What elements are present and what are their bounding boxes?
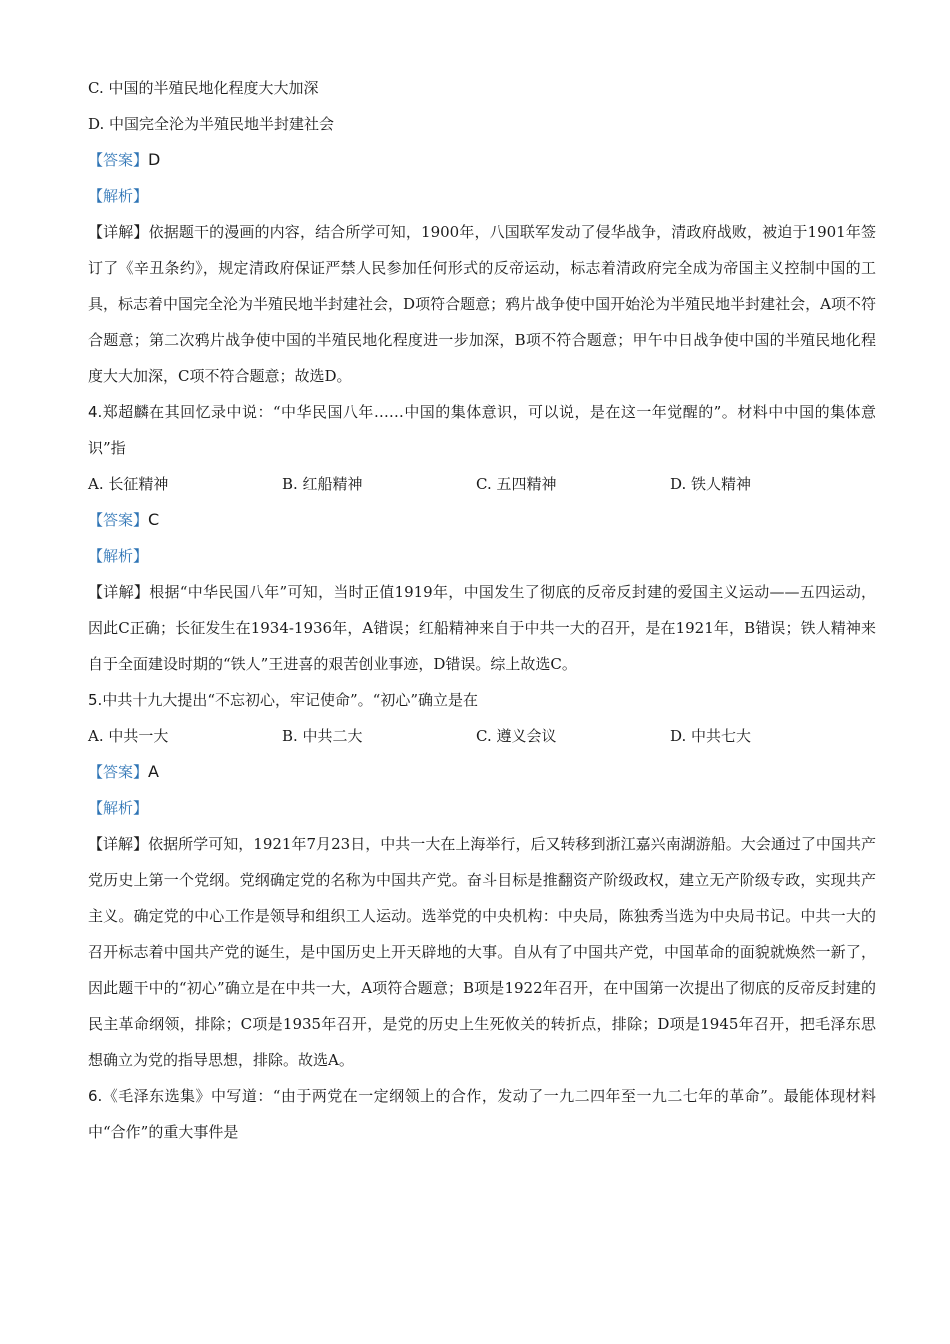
question-number: 5. [88, 691, 103, 709]
detail-text: 依据题干的漫画的内容，结合所学可知，1900年，八国联军发动了侵华战争，清政府战败，被迫于1901年签订了《辛丑条约》，规定清政府保证严禁人民参加任何形式的反帝运动，标志着清政府完全成为帝国主义控制中国的工具，标志着中国完全沦为半殖民地半封建社会，D项符合题意；鸦片战争使中国开始沦为半殖民地半封建社会，A项不符合题意；第二次鸦片战争使中国的半殖民地化程度进一步加深，B项不符合题意；甲午中日战争使中国的半殖民地化程度大大加深，C项不符合题意；故选D。 [88, 223, 876, 385]
document-page [88, 70, 876, 1150]
detail-tag: 【详解】 [88, 223, 149, 241]
question-number: 4. [88, 403, 103, 421]
q4-detail [88, 574, 876, 682]
detail-tag: 【详解】 [88, 583, 150, 601]
answer-tag: 【答案】 [88, 511, 149, 529]
answer-value: C [148, 510, 160, 529]
q4-answer-line [88, 502, 876, 538]
q3-option-d: D. 中国完全沦为半殖民地半封建社会 [88, 115, 335, 133]
q4-stem [88, 394, 876, 466]
analysis-tag: 【解析】 [88, 187, 149, 205]
q5-stem [88, 682, 876, 718]
q3-option-c: C. 中国的半殖民地化程度大大加深 [88, 79, 319, 97]
q5-analysis-line [88, 790, 876, 826]
q3-analysis-line [88, 178, 876, 214]
question-stem: 郑超麟在其回忆录中说：“中华民国八年……中国的集体意识，可以说，是在这一年觉醒的”。材料中中国的集体意识”指 [88, 403, 876, 457]
answer-value: A [148, 762, 159, 781]
q5-detail [88, 826, 876, 1078]
q6-stem [88, 1078, 876, 1150]
q5-option-b: B. 中共二大 [282, 727, 363, 745]
answer-tag: 【答案】 [88, 151, 149, 169]
analysis-tag: 【解析】 [88, 799, 149, 817]
answer-value: D [148, 150, 161, 169]
q4-options [88, 466, 876, 502]
q4-analysis-line [88, 538, 876, 574]
q4-option-d: D. 铁人精神 [670, 475, 752, 493]
q5-options [88, 718, 876, 754]
analysis-tag: 【解析】 [88, 547, 149, 565]
answer-tag: 【答案】 [88, 763, 149, 781]
q5-option-d: D. 中共七大 [670, 727, 752, 745]
q5-option-a: A. 中共一大 [88, 727, 169, 745]
detail-text: 依据所学可知，1921年7月23日，中共一大在上海举行，后又转移到浙江嘉兴南湖游船。大会通过了中国共产党历史上第一个党纲。党纲确定党的名称为中国共产党。奋斗目标是推翻资产阶级政权，建立无产阶级专政，实现共产主义。确定党的中心工作是领导和组织工人运动。选举党的中央机构：中央局，陈独秀当选为中央局书记。中共一大的召开标志着中国共产党的诞生，是中国历史上开天辟地的大事。自从有了中国共产党，中国革命的面貌就焕然一新了，因此题干中的“初心”确立是在中共一大，A项符合题意；B项是1922年召开，在中国第一次提出了彻底的反帝反封建的民主革命纲领，排除；C项是1935年召开，是党的历史上生死攸关的转折点，排除；D项是1945年召开，把毛泽东思想确立为党的指导思想，排除。故选A。 [88, 835, 876, 1069]
question-stem: 《毛泽东选集》中写道：“由于两党在一定纲领上的合作，发动了一九二四年至一九二七年的革命”。最能体现材料中“合作”的重大事件是 [88, 1087, 876, 1141]
q4-option-b: B. 红船精神 [282, 475, 363, 493]
q4-option-a: A. 长征精神 [88, 475, 169, 493]
q3-answer-line [88, 142, 876, 178]
q5-option-c: C. 遵义会议 [476, 727, 557, 745]
q3-detail [88, 214, 876, 394]
q4-option-c: C. 五四精神 [476, 475, 557, 493]
question-number: 6. [88, 1087, 103, 1105]
question-stem: 中共十九大提出“不忘初心，牢记使命”。“初心”确立是在 [102, 691, 478, 709]
q5-answer-line [88, 754, 876, 790]
detail-text: 根据“中华民国八年”可知，当时正值1919年，中国发生了彻底的反帝反封建的爱国主义运动——五四运动，因此C正确；长征发生在1934-1936年，A错误；红船精神来自于中共一大的召开，是在1921年，B错误；铁人精神来自于全面建设时期的“铁人”王进喜的艰苦创业事迹，D错误。综上故选C。 [88, 583, 876, 673]
detail-tag: 【详解】 [88, 835, 149, 853]
